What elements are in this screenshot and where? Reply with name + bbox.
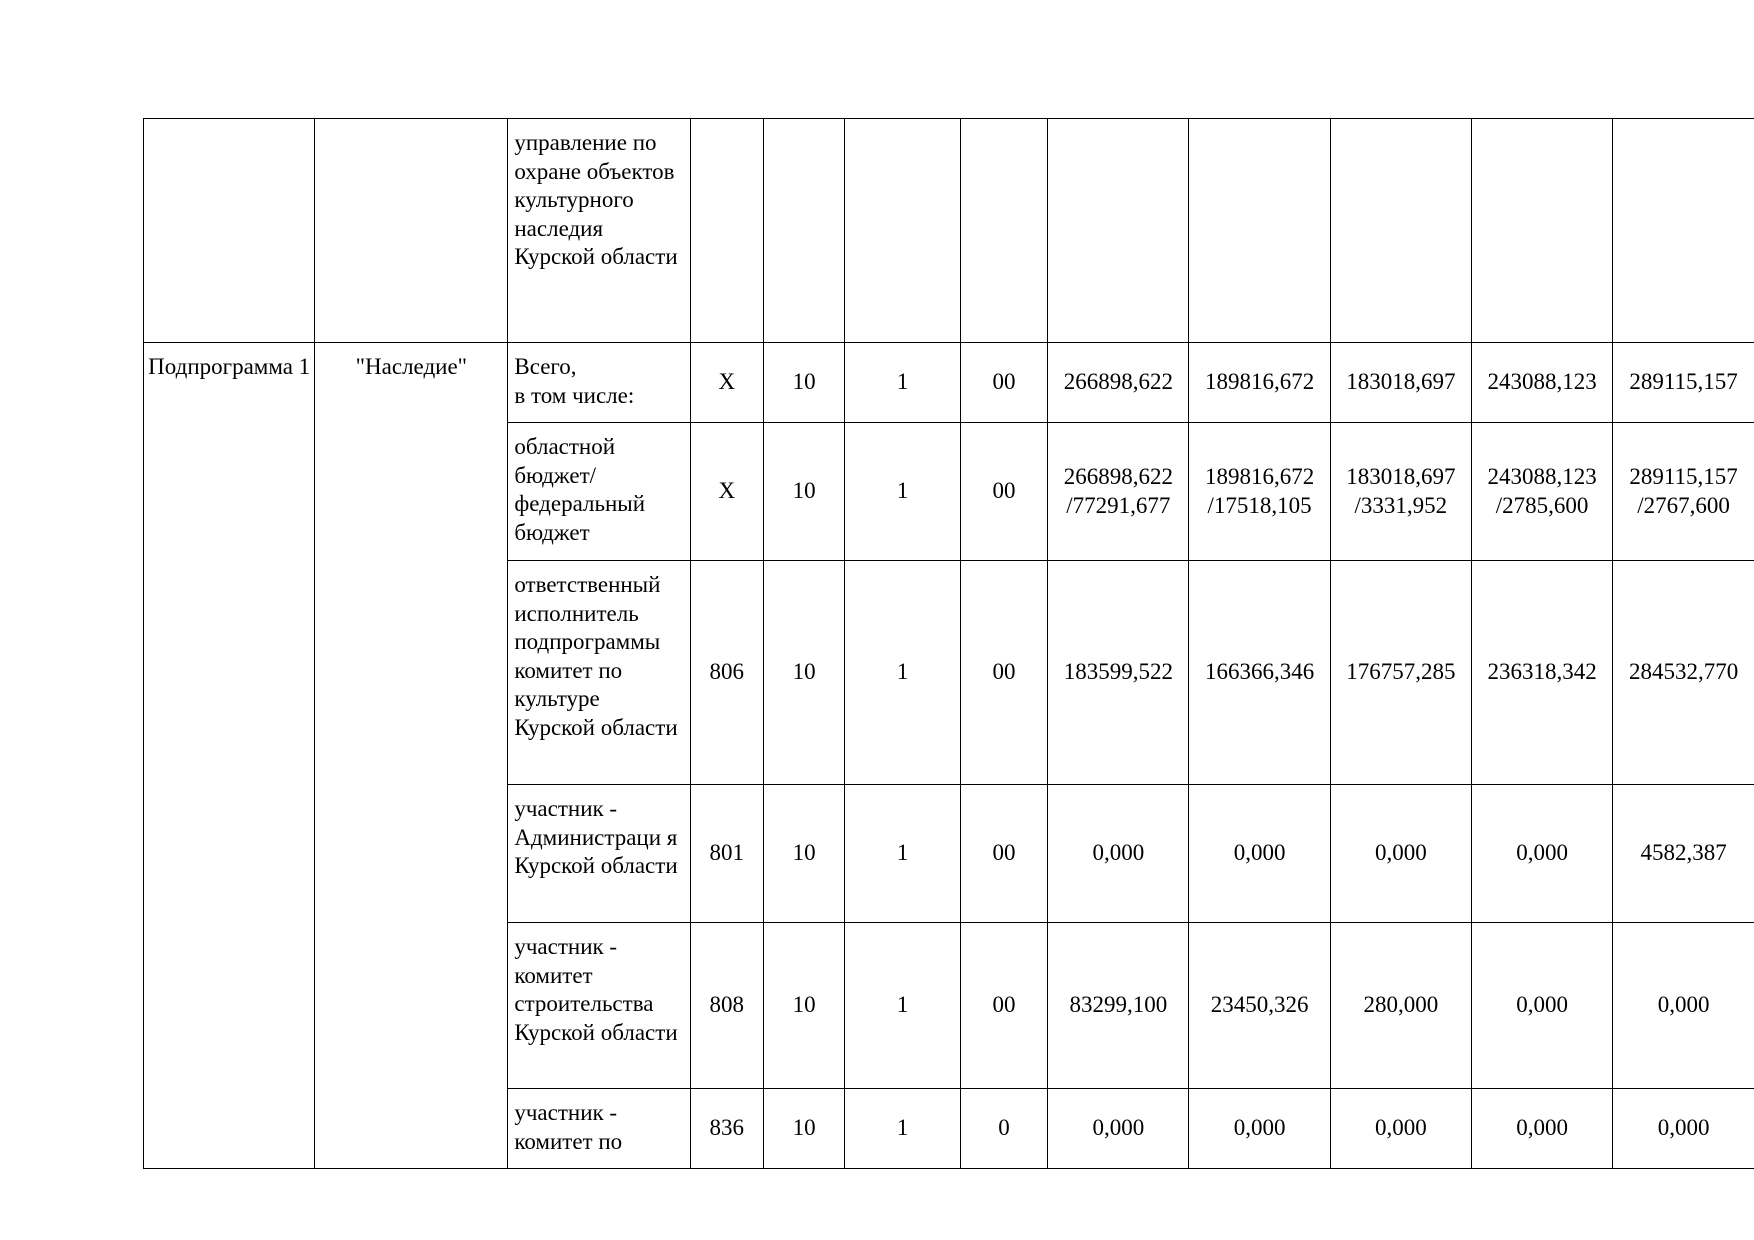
pr-cell: 1	[845, 785, 960, 923]
performer-text: Всего, в том числе:	[514, 354, 635, 408]
performer-cell	[508, 785, 690, 923]
value-cell: 189816,672	[1189, 343, 1330, 423]
performer-cell	[508, 923, 690, 1089]
status-cell	[144, 119, 315, 343]
program-name-cell	[315, 119, 508, 343]
value-cell: 4582,387	[1613, 785, 1754, 923]
value-cell: 23450,326	[1189, 923, 1330, 1089]
csr-cell: 00	[960, 561, 1047, 785]
value-cell: 0,000	[1471, 1089, 1612, 1169]
value-cell: 280,000	[1330, 923, 1471, 1089]
subprogram-name-cell	[315, 343, 508, 1169]
value-cell: 243088,123	[1471, 343, 1612, 423]
performer-text: участник - Администраци я Курской области	[514, 796, 678, 878]
value-cell: 0,000	[1189, 785, 1330, 923]
value-cell: 0,000	[1048, 1089, 1189, 1169]
pr-cell: 1	[845, 923, 960, 1089]
value-cell: 183018,697 /3331,952	[1330, 423, 1471, 561]
subprogram-name: "Наследие"	[355, 354, 468, 379]
value-cell: 284532,770	[1613, 561, 1754, 785]
pr-cell: 1	[845, 561, 960, 785]
rz-cell: 10	[763, 561, 845, 785]
grbs-cell: X	[690, 423, 763, 561]
performer-text: управление по охране объектов культурного наследия Курской области	[514, 130, 678, 269]
rz-cell: 10	[763, 343, 845, 423]
subprogram-label-cell	[144, 343, 315, 1169]
pr-cell: 1	[845, 423, 960, 561]
grbs-cell: 836	[690, 1089, 763, 1169]
value-cell	[1189, 119, 1330, 343]
value-cell: 183599,522	[1048, 561, 1189, 785]
value-cell: 0,000	[1189, 1089, 1330, 1169]
performer-cell	[508, 343, 690, 423]
table-row	[144, 119, 1754, 343]
grbs-cell: 808	[690, 923, 763, 1089]
budget-table	[143, 118, 1754, 1169]
grbs-cell: 801	[690, 785, 763, 923]
performer-text: областной бюджет/ федеральный бюджет	[514, 434, 646, 545]
performer-text: участник - комитет по	[514, 1100, 623, 1154]
csr-cell: 00	[960, 923, 1047, 1089]
performer-text: участник - комитет строительства Курской области	[514, 934, 678, 1045]
value-cell	[1613, 119, 1754, 343]
performer-cell	[508, 119, 690, 343]
performer-cell	[508, 1089, 690, 1169]
pr-cell: 1	[845, 1089, 960, 1169]
value-cell: 289115,157	[1613, 343, 1754, 423]
grbs-cell: X	[690, 343, 763, 423]
csr-cell: 00	[960, 423, 1047, 561]
csr-cell: 00	[960, 785, 1047, 923]
performer-text: ответственный исполнитель подпрограммы комитет по культуре Курской области	[514, 572, 678, 740]
value-cell: 236318,342	[1471, 561, 1612, 785]
value-cell: 176757,285	[1330, 561, 1471, 785]
csr-cell	[960, 119, 1047, 343]
value-cell: 183018,697	[1330, 343, 1471, 423]
value-cell	[1048, 119, 1189, 343]
rz-cell: 10	[763, 785, 845, 923]
value-cell: 0,000	[1471, 923, 1612, 1089]
value-cell: 0,000	[1330, 1089, 1471, 1169]
csr-cell: 0	[960, 1089, 1047, 1169]
performer-cell	[508, 423, 690, 561]
value-cell: 266898,622 /77291,677	[1048, 423, 1189, 561]
rz-cell: 10	[763, 923, 845, 1089]
value-cell	[1471, 119, 1612, 343]
value-cell: 166366,346	[1189, 561, 1330, 785]
value-cell: 189816,672 /17518,105	[1189, 423, 1330, 561]
value-cell: 83299,100	[1048, 923, 1189, 1089]
value-cell: 243088,123 /2785,600	[1471, 423, 1612, 561]
grbs-cell: 806	[690, 561, 763, 785]
value-cell: 289115,157 /2767,600	[1613, 423, 1754, 561]
value-cell	[1330, 119, 1471, 343]
pr-cell	[845, 119, 960, 343]
value-cell: 0,000	[1613, 923, 1754, 1089]
rz-cell	[763, 119, 845, 343]
csr-cell: 00	[960, 343, 1047, 423]
value-cell: 266898,622	[1048, 343, 1189, 423]
table-row	[144, 343, 1754, 423]
value-cell: 0,000	[1048, 785, 1189, 923]
performer-cell	[508, 561, 690, 785]
rz-cell: 10	[763, 1089, 845, 1169]
value-cell: 0,000	[1330, 785, 1471, 923]
rz-cell: 10	[763, 423, 845, 561]
grbs-cell	[690, 119, 763, 343]
value-cell: 0,000	[1613, 1089, 1754, 1169]
pr-cell: 1	[845, 343, 960, 423]
subprogram-label: Подпрограмма 1	[148, 354, 311, 379]
value-cell: 0,000	[1471, 785, 1612, 923]
